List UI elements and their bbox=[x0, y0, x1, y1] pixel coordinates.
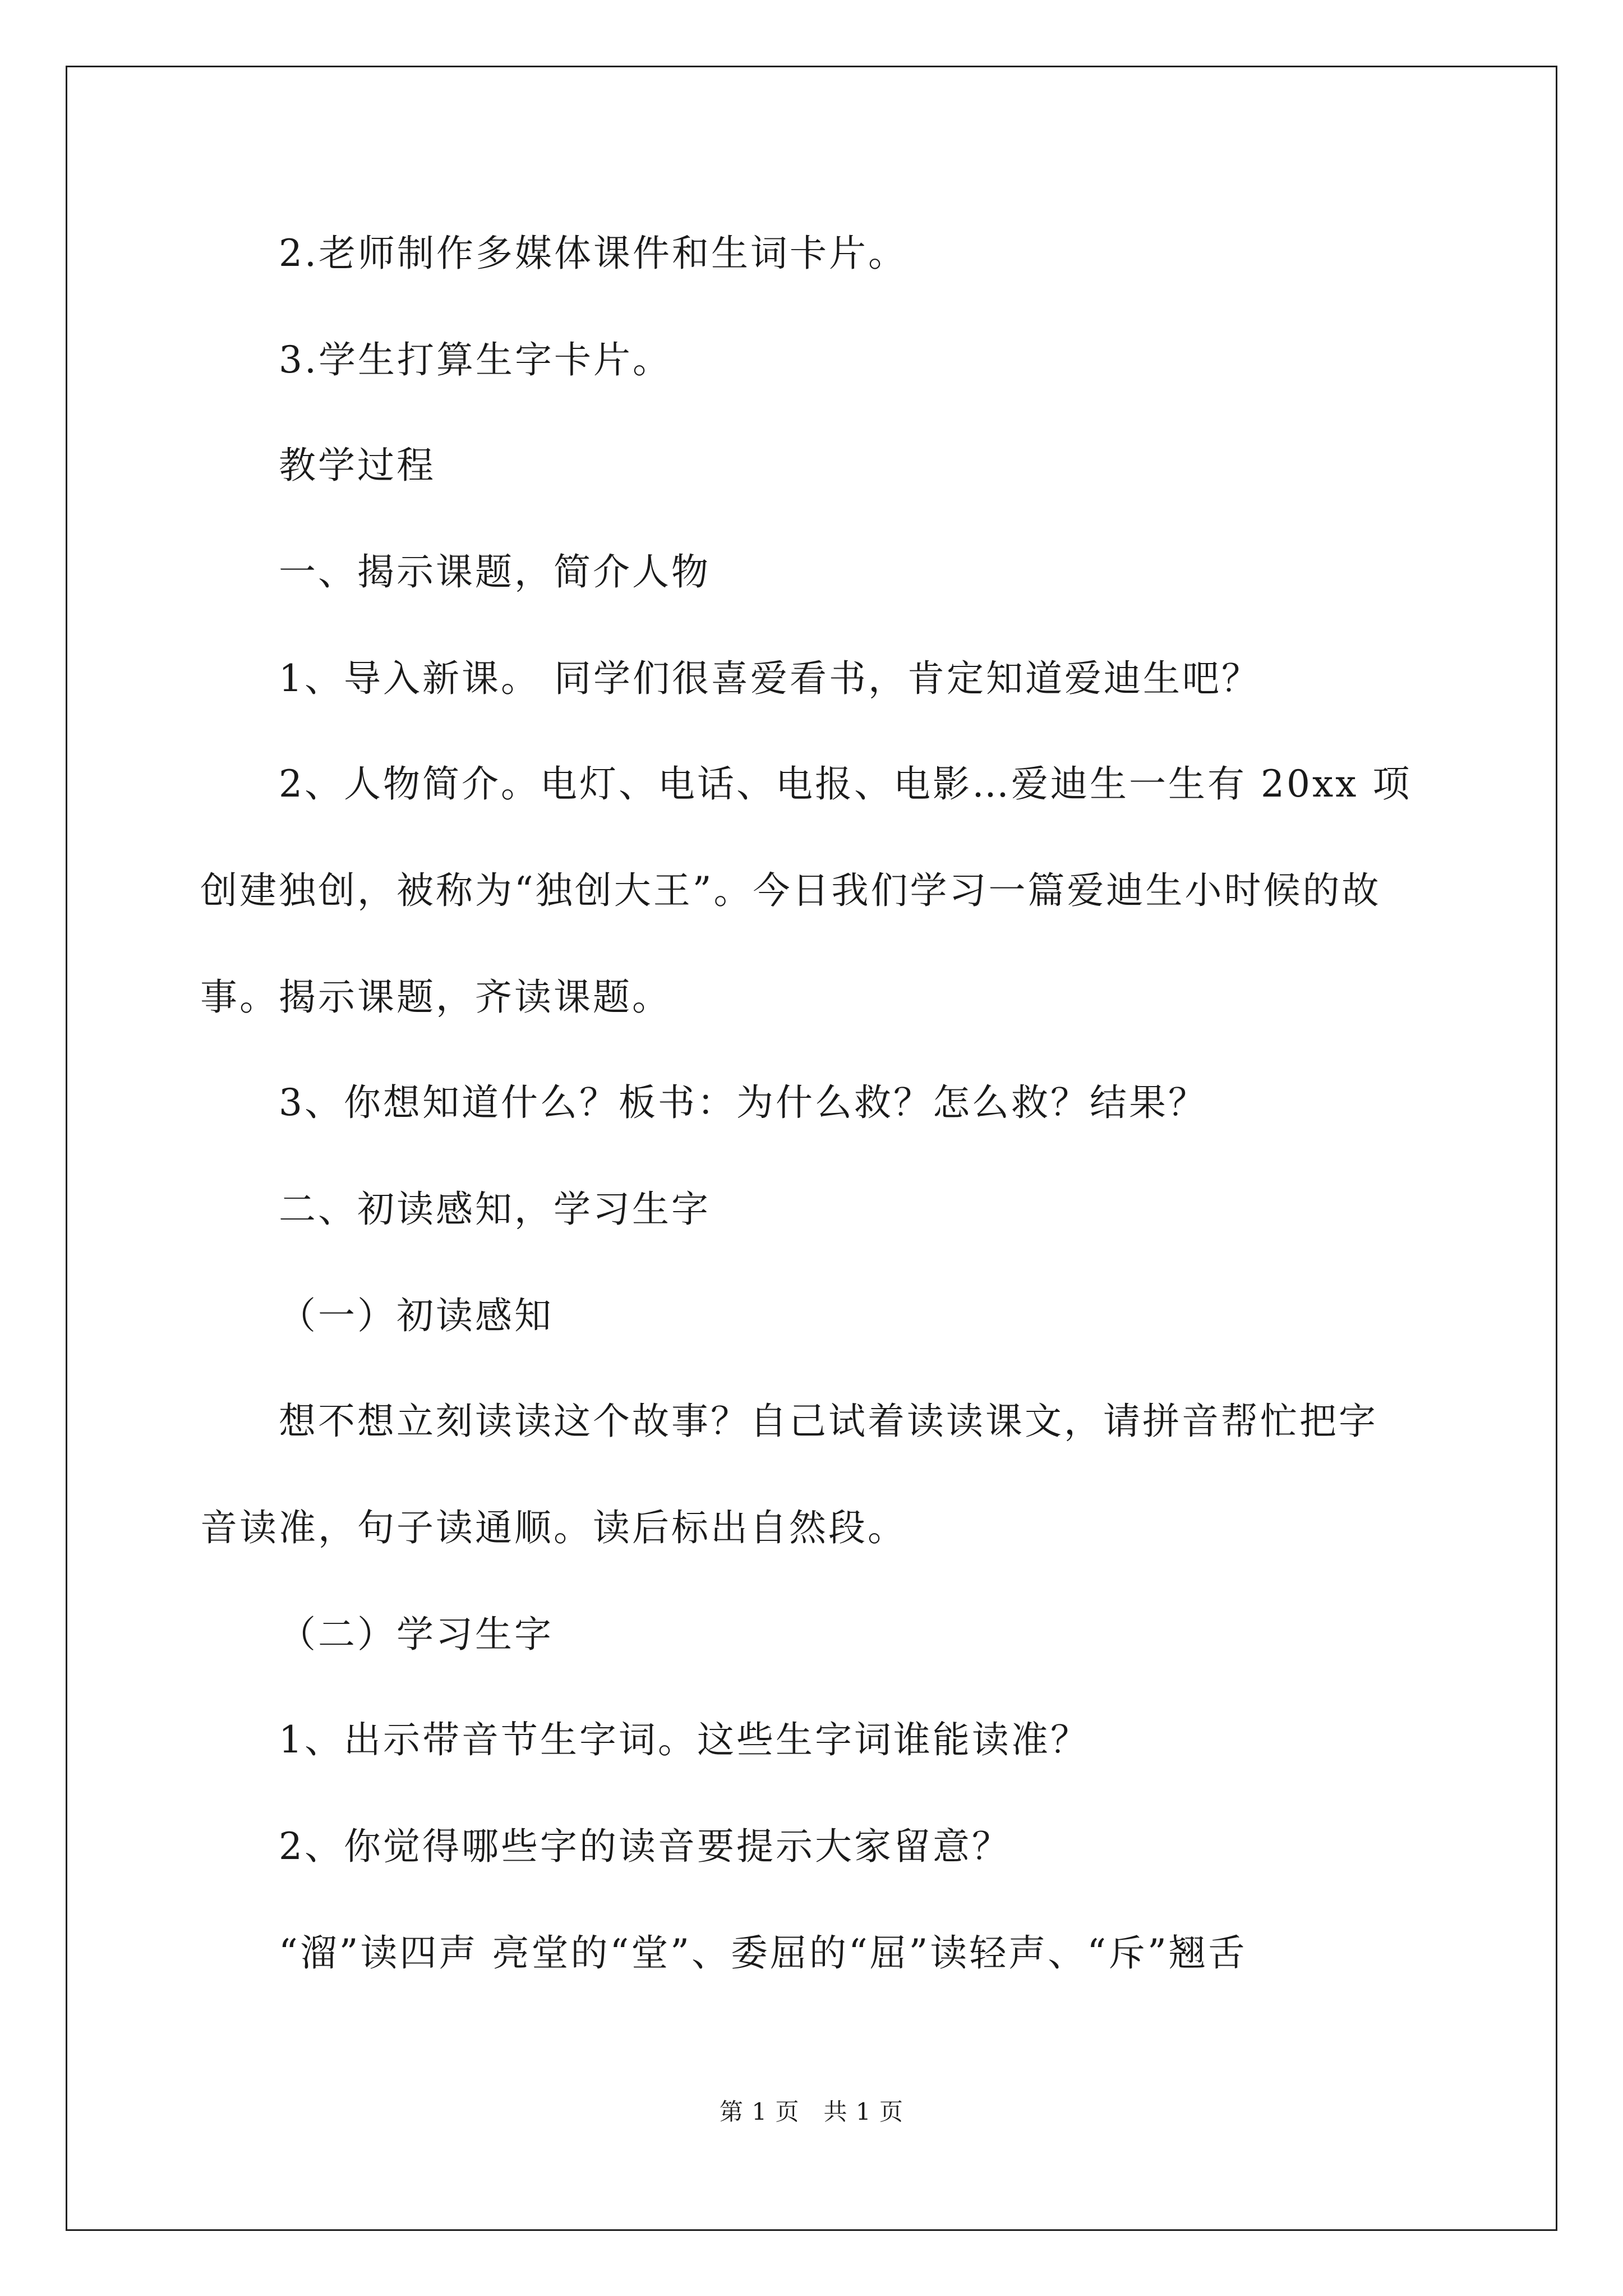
paragraph-1-2-line1: 2、人物简介。电灯、电话、电报、电影…爱迪生一生有 20xx 项 bbox=[279, 762, 1412, 806]
page-border bbox=[66, 66, 1557, 2231]
section-heading-part-2: 二、初读感知，学习生字 bbox=[279, 1188, 711, 1231]
paragraph-2-2-2: 2、你觉得哪些字的读音要提示大家留意？ bbox=[279, 1825, 1011, 1868]
paragraph-1-2-line3: 事。揭示课题，齐读课题。 bbox=[200, 976, 671, 1019]
paragraph-2-1-line1: 想不想立刻读读这个故事？自己试着读读课文，请拼音帮忙把字 bbox=[279, 1400, 1378, 1443]
section-heading-teaching-process: 教学过程 bbox=[279, 444, 436, 487]
paragraph-1-1: 1、导入新课。 同学们很喜爱看书，肯定知道爱迪生吧？ bbox=[279, 657, 1261, 700]
paragraph-prep-2: 2.老师制作多媒体课件和生词卡片。 bbox=[279, 232, 907, 275]
paragraph-2-1-line2: 音读准，句子读通顺。读后标出自然段。 bbox=[200, 1506, 907, 1549]
section-heading-part-1: 一、揭示课题，简介人物 bbox=[279, 550, 711, 593]
paragraph-2-2-1: 1、出示带音节生字词。这些生字词谁能读准？ bbox=[279, 1718, 1090, 1761]
paragraph-1-3: 3、你想知道什么？板书：为什么救？怎么救？结果？ bbox=[279, 1081, 1207, 1124]
page-footer bbox=[0, 2098, 1623, 2126]
subheading-2-2: （二）学习生字 bbox=[279, 1613, 554, 1656]
paragraph-1-2-line2: 创建独创，被称为“独创大王”。今日我们学习一篇爱迪生小时候的故 bbox=[200, 869, 1381, 912]
paragraph-prep-3: 3.学生打算生字卡片。 bbox=[279, 338, 672, 381]
page-number: 第 1 页 共 1 页 bbox=[720, 2098, 903, 2125]
subheading-2-1: （一）初读感知 bbox=[279, 1294, 554, 1337]
paragraph-2-2-3: “溜”读四声 亮堂的“堂”、委屈的“屈”读轻声、“斥”翘舌 bbox=[279, 1931, 1247, 1975]
